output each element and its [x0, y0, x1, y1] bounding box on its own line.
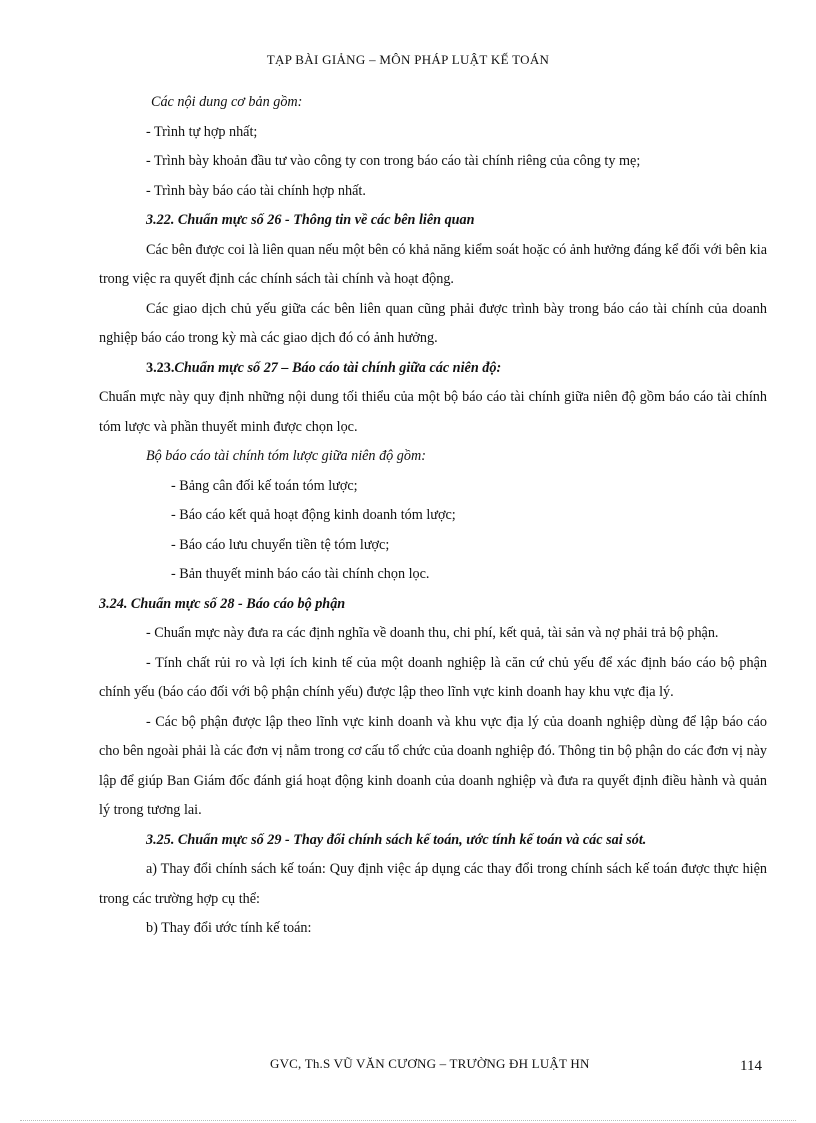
list-item: - Trình bày báo cáo tài chính hợp nhất.	[146, 182, 366, 199]
paragraph: Chuẩn mực này quy định những nội dung tối thiểu của một bộ báo cáo tài chính giữa niên độ gồm báo cáo tài chính tóm lược và phần thuyết minh được chọn lọc.	[99, 389, 767, 435]
list-item: - Trình tự hợp nhất;	[146, 123, 258, 140]
heading-text: Chuẩn mực số 27 – Báo cáo tài chính giữa các niên độ:	[174, 359, 502, 376]
page-body	[99, 88, 767, 944]
list-item: - Bản thuyết minh báo cáo tài chính chọn lọc.	[171, 566, 430, 582]
contents-intro: Các nội dung cơ bản gồm:	[151, 94, 303, 110]
section-heading-3-25: 3.25. Chuẩn mực số 29 - Thay đổi chính sách kế toán, ước tính kế toán và các sai sót.	[146, 831, 647, 848]
list-item: - Báo cáo kết quả hoạt động kinh doanh tóm lược;	[171, 507, 456, 523]
paragraph: Các bên được coi là liên quan nếu một bên có khả năng kiểm soát hoặc có ảnh hưởng đáng kể đối với bên kia trong việc ra quyết định các chính sách tài chính và hoạt động.	[99, 241, 767, 287]
list-item: - Bảng cân đối kế toán tóm lược;	[171, 477, 358, 494]
running-header: TẠP BÀI GIẢNG – MÔN PHÁP LUẬT KẾ TOÁN	[266, 52, 550, 67]
section-heading-3-23	[99, 354, 767, 384]
page-number: 114	[740, 1058, 762, 1074]
paragraph: - Tính chất rủi ro và lợi ích kinh tế của một doanh nghiệp là căn cứ chủ yếu để xác định báo cáo bộ phận chính yếu (báo cáo đối với bộ phận chính yếu) được lập theo lĩnh vực kinh doanh hay khu vực địa lý.	[99, 654, 767, 700]
paragraph: b) Thay đổi ước tính kế toán:	[146, 920, 312, 936]
paragraph: Các giao dịch chủ yếu giữa các bên liên quan cũng phải được trình bày trong báo cáo tài chính của doanh nghiệp báo cáo trong kỳ mà các giao dịch đó có ảnh hưởng.	[99, 300, 767, 346]
section-heading-3-22: 3.22. Chuẩn mực số 26 - Thông tin về các bên liên quan	[146, 212, 475, 228]
paragraph: a) Thay đổi chính sách kế toán: Quy định việc áp dụng các thay đổi trong chính sách kế toán được thực hiện trong các trường hợp cụ thể:	[99, 861, 767, 907]
paragraph: - Chuẩn mực này đưa ra các định nghĩa về doanh thu, chi phí, kết quả, tài sản và nợ phải trả bộ phận.	[146, 625, 719, 641]
heading-number: 3.23.	[146, 359, 175, 376]
section-heading-3-24: 3.24. Chuẩn mực số 28 - Báo cáo bộ phận	[99, 595, 346, 612]
footer-author: GVC, Th.S VŨ VĂN CƯƠNG – TRƯỜNG ĐH LUẬT HN	[270, 1056, 590, 1071]
list-item: - Báo cáo lưu chuyển tiền tệ tóm lược;	[171, 536, 390, 553]
paragraph: - Các bộ phận được lập theo lĩnh vực kinh doanh và khu vực địa lý của doanh nghiệp dùng để lập báo cáo cho bên ngoài phải là các đơn vị nằm trong cơ cấu tổ chức của doanh nghiệp đó. Thông tin bộ phận do các đơn vị này lập để giúp Ban Giám đốc đánh giá hoạt động kinh doanh của doanh nghiệp và đưa ra quyết định điều hành và quản lý trong tương lai.	[99, 713, 767, 818]
page-bottom-divider	[20, 1120, 796, 1121]
list-item: - Trình bày khoản đầu tư vào công ty con trong báo cáo tài chính riêng của công ty mẹ;	[146, 153, 641, 169]
subheading: Bộ báo cáo tài chính tóm lược giữa niên độ gồm:	[146, 448, 426, 464]
